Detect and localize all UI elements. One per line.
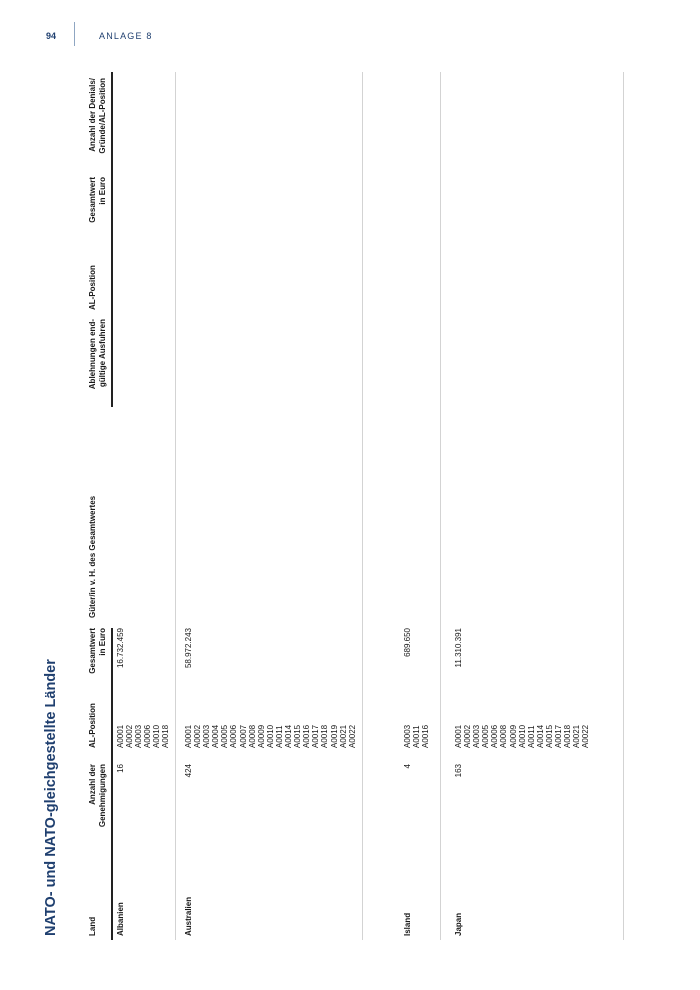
- header-anzahl: Anzahl der Genehmigungen: [88, 764, 107, 828]
- header-al-position-2: AL-Position: [88, 265, 97, 310]
- section-title: NATO- und NATO-gleichgestellte Länder: [43, 659, 59, 936]
- header-ablehnungen: Ablehnungen end- gültige Ausfuhren: [88, 319, 107, 390]
- running-header: ANLAGE 8: [99, 31, 153, 41]
- row-al-codes: A0001 A0002 A0003 A0006 A0010 A0018: [116, 724, 171, 748]
- row-land: Australien: [184, 896, 193, 936]
- row-divider: [362, 72, 363, 940]
- header-rule-left: [111, 628, 113, 940]
- header-gesamtwert: Gesamtwert in Euro: [88, 628, 107, 674]
- row-divider: [623, 72, 624, 940]
- row-al-codes: A0003 A0011 A0016: [403, 724, 431, 748]
- row-land: Japan: [454, 912, 463, 936]
- row-anzahl: 163: [454, 764, 463, 778]
- header-gesamtwert-2: Gesamtwert in Euro: [88, 177, 107, 223]
- row-gesamtwert: 16.732.459: [116, 628, 125, 669]
- row-land: Island: [403, 912, 412, 936]
- row-gesamtwert: 11.310.391: [454, 628, 463, 668]
- row-land: Albanien: [116, 902, 125, 936]
- row-anzahl: 424: [184, 764, 193, 778]
- row-gesamtwert: 58.972.243: [184, 628, 193, 669]
- row-al-codes: A0001 A0002 A0003 A0005 A0006 A0008 A0009 A0010 A0011 A0014 A0015 A0017 A0018 A0021 A0022: [454, 724, 591, 748]
- header-gueter: Güter/in v. H. des Gesamtwertes: [88, 495, 97, 618]
- row-divider: [440, 72, 441, 940]
- row-anzahl: 4: [403, 764, 412, 769]
- header-al-position: AL-Position: [88, 703, 97, 748]
- row-anzahl: 16: [116, 764, 125, 773]
- row-gesamtwert: 689.650: [403, 628, 412, 657]
- header-rule-right: [111, 72, 113, 407]
- row-divider: [175, 72, 176, 940]
- header-denials: Anzahl der Denials/ Gründe/AL-Position: [88, 78, 107, 154]
- row-al-codes: A0001 A0002 A0003 A0004 A0005 A0006 A0007 A0008 A0009 A0010 A0011 A0014 A0015 A0016 A0017 A0018 A0019 A0021 A0022: [184, 724, 357, 748]
- page-number: 94: [46, 31, 57, 41]
- header-divider: [74, 22, 75, 46]
- header-land: Land: [88, 916, 97, 936]
- rotated-table-area: [40, 72, 640, 940]
